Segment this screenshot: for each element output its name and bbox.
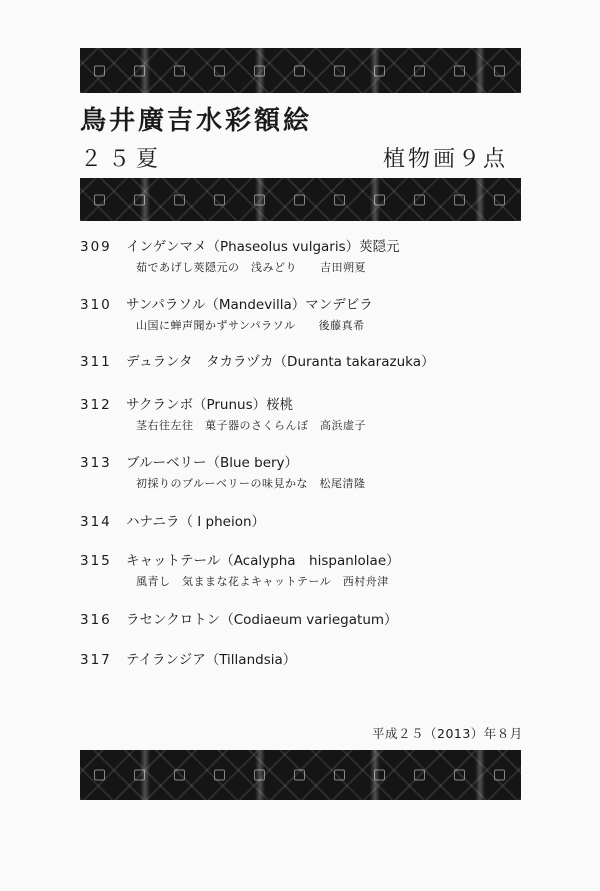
- painting-count: 植物画９点: [383, 147, 509, 172]
- band-highlight: [370, 750, 380, 800]
- band-highlight: [140, 750, 150, 800]
- entry-title: ハナニラ（ I pheion）: [126, 514, 266, 530]
- band-motif: [454, 65, 465, 76]
- list-item: [80, 651, 296, 669]
- list-item: [80, 353, 434, 371]
- band-highlight: [475, 750, 485, 800]
- band-highlight: [370, 48, 380, 93]
- entry-number: 310: [80, 297, 112, 313]
- entry-number: 313: [80, 455, 112, 471]
- band-highlight: [255, 750, 265, 800]
- band-highlight: [475, 48, 485, 93]
- band-motif: [174, 65, 185, 76]
- band-motif: [174, 770, 185, 781]
- band-highlight: [475, 178, 485, 221]
- list-item: [80, 611, 398, 629]
- entry-title: ラセンクロトン（Codiaeum variegatum）: [126, 612, 398, 628]
- entry-number: 312: [80, 397, 112, 413]
- band-motif: [454, 194, 465, 205]
- band-motif: [414, 770, 425, 781]
- band-motif: [294, 194, 305, 205]
- entry-title: インゲンマメ（Phaseolus vulgaris）莢隠元: [126, 239, 400, 255]
- entry-title: テイランジア（Tillandsia）: [126, 652, 297, 668]
- entry-number: 309: [80, 239, 112, 255]
- list-item: [80, 396, 366, 434]
- list-item: [80, 513, 265, 531]
- band-motif: [214, 770, 225, 781]
- entry-haiku: 風青し 気ままな花よキャットテール 西村舟津: [136, 575, 389, 588]
- decorative-band-top: [80, 48, 521, 93]
- entry-number: 316: [80, 612, 112, 628]
- entry-haiku: 茹であげし莢隠元の 浅みどり 吉田朔夏: [136, 261, 366, 274]
- band-motif: [334, 194, 345, 205]
- entry-title: サクランボ（Prunus）桜桃: [126, 397, 294, 413]
- band-highlight: [140, 178, 150, 221]
- band-motif: [414, 194, 425, 205]
- list-item: [80, 454, 366, 492]
- band-motif: [494, 194, 505, 205]
- entry-title: サンパラソル（Mandevilla）マンデビラ: [126, 297, 373, 313]
- decorative-band-middle: [80, 178, 521, 221]
- entry-haiku: 初採りのブルーベリーの味見かな 松尾清隆: [136, 477, 366, 490]
- band-motif: [214, 65, 225, 76]
- band-motif: [214, 194, 225, 205]
- entry-title: ブルーベリー（Blue bery）: [126, 455, 299, 471]
- band-motif: [494, 770, 505, 781]
- entry-number: 314: [80, 514, 112, 530]
- band-motif: [94, 770, 105, 781]
- band-motif: [174, 194, 185, 205]
- band-highlight: [255, 48, 265, 93]
- list-item: [80, 296, 373, 334]
- band-motif: [294, 770, 305, 781]
- list-item: [80, 238, 400, 276]
- band-motif: [454, 770, 465, 781]
- band-motif: [294, 65, 305, 76]
- band-motif: [494, 65, 505, 76]
- decorative-band-bottom: [80, 750, 521, 800]
- entry-title: キャットテール（Acalypha hispanlolae）: [126, 553, 400, 569]
- band-motif: [94, 65, 105, 76]
- list-item: [80, 552, 400, 590]
- band-motif: [94, 194, 105, 205]
- entry-haiku: 茎右往左往 菓子器のさくらんぼ 高浜虚子: [136, 419, 366, 432]
- band-motif: [414, 65, 425, 76]
- entry-number: 317: [80, 652, 112, 668]
- season-subtitle: ２５夏: [80, 147, 165, 172]
- band-highlight: [370, 178, 380, 221]
- band-motif: [334, 65, 345, 76]
- document-title: 鳥井廣吉水彩額絵: [80, 106, 313, 136]
- band-motif: [334, 770, 345, 781]
- entry-haiku: 山国に蝉声聞かずサンパラソル 後藤真希: [136, 319, 365, 332]
- band-highlight: [255, 178, 265, 221]
- entry-title: デュランタ タカラヅカ（Duranta takarazuka）: [126, 354, 435, 370]
- document-date: 平成２５（2013）年８月: [372, 726, 523, 741]
- band-highlight: [140, 48, 150, 93]
- entry-number: 311: [80, 354, 112, 370]
- entry-number: 315: [80, 553, 112, 569]
